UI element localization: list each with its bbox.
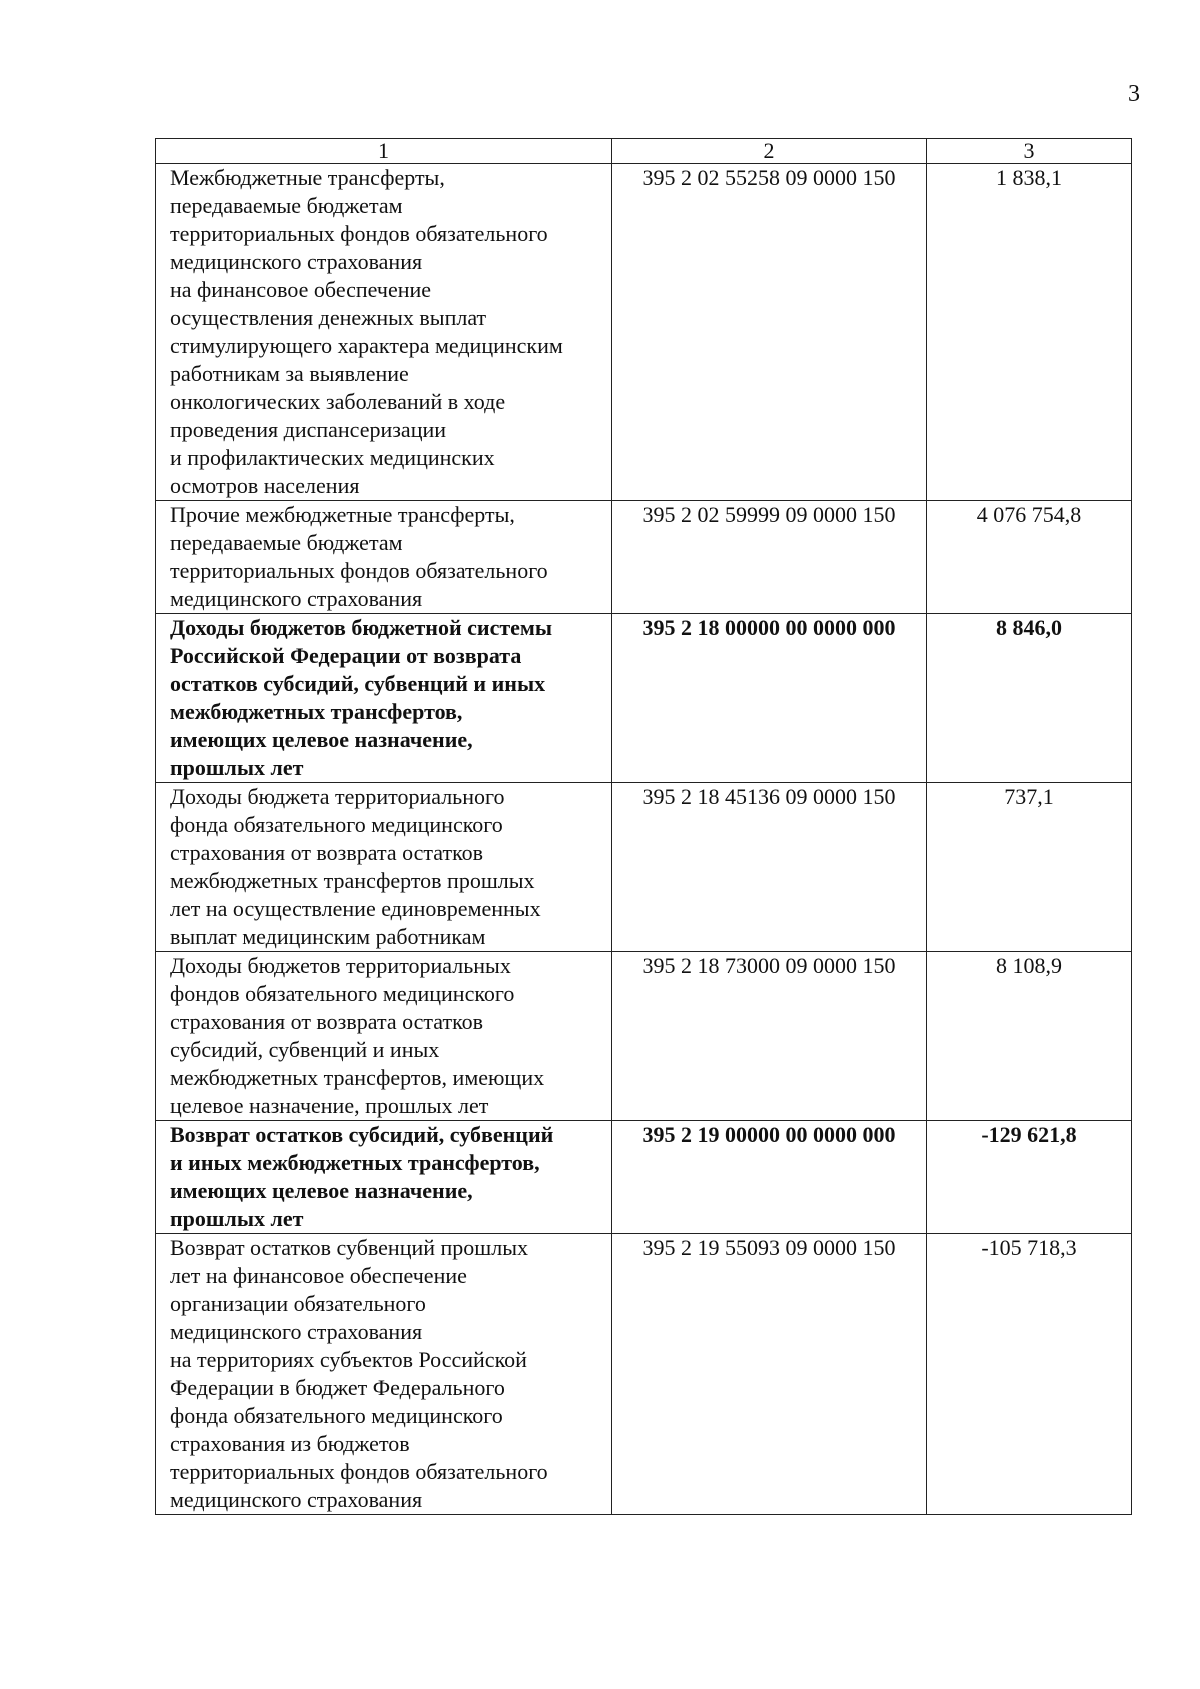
description-text: Возврат остатков субвенций прошлых лет на финансовое обеспечение организации обязательного медицинского страхования на территориях субъектов Российской Федерации в бюджет Федерального фонда обязательного медицинского страхования из бюджетов территориальных фондов обязательного медицинского страхования (170, 1235, 548, 1512)
table-row (156, 1234, 1132, 1515)
row-amount: -129 621,8 (927, 1121, 1132, 1234)
column-header-1: 1 (156, 139, 612, 164)
column-header-2: 2 (612, 139, 927, 164)
row-amount: 8 846,0 (927, 614, 1132, 783)
row-amount: 737,1 (927, 783, 1132, 952)
row-code: 395 2 18 73000 09 0000 150 (612, 952, 927, 1121)
row-code: 395 2 19 55093 09 0000 150 (612, 1234, 927, 1515)
row-code: 395 2 18 00000 00 0000 000 (612, 614, 927, 783)
row-code: 395 2 19 00000 00 0000 000 (612, 1121, 927, 1234)
row-amount: 1 838,1 (927, 164, 1132, 501)
table-row (156, 783, 1132, 952)
table-header-row (156, 139, 1132, 164)
row-description (156, 783, 612, 952)
description-text: Доходы бюджетов территориальных фондов обязательного медицинского страхования от возврата остатков субсидий, субвенций и иных межбюджетных трансфертов, имеющих целевое назначение, прошлых лет (170, 953, 545, 1118)
row-code: 395 2 02 55258 09 0000 150 (612, 164, 927, 501)
table-row-bold (156, 614, 1132, 783)
row-description (156, 614, 612, 783)
description-text: Прочие межбюджетные трансферты, передаваемые бюджетам территориальных фондов обязательного медицинского страхования (170, 502, 548, 611)
row-amount: 8 108,9 (927, 952, 1132, 1121)
row-description (156, 501, 612, 614)
column-header-3: 3 (927, 139, 1132, 164)
table-row (156, 952, 1132, 1121)
description-text: Межбюджетные трансферты, передаваемые бюджетам территориальных фондов обязательного медицинского страхования на финансовое обеспечение осуществления денежных выплат стимулирующего характера медицинским работникам за выявление онкологических заболеваний в ходе проведения диспансеризации и профилактических медицинских осмотров населения (170, 165, 563, 498)
description-text: Доходы бюджетов бюджетной системы Российской Федерации от возврата остатков субсидий, субвенций и иных межбюджетных трансфертов, имеющих целевое назначение, прошлых лет (170, 615, 553, 780)
description-text: Доходы бюджета территориального фонда обязательного медицинского страхования от возврата остатков межбюджетных трансфертов прошлых лет на осуществление единовременных выплат медицинским работникам (170, 784, 541, 949)
budget-table (155, 138, 1132, 1515)
row-description (156, 1121, 612, 1234)
row-code: 395 2 02 59999 09 0000 150 (612, 501, 927, 614)
row-amount: -105 718,3 (927, 1234, 1132, 1515)
page-number: 3 (1128, 81, 1140, 107)
row-description (156, 952, 612, 1121)
row-code: 395 2 18 45136 09 0000 150 (612, 783, 927, 952)
row-description (156, 164, 612, 501)
row-description (156, 1234, 612, 1515)
description-text: Возврат остатков субсидий, субвенций и иных межбюджетных трансфертов, имеющих целевое назначение, прошлых лет (170, 1122, 554, 1231)
table-row-bold (156, 1121, 1132, 1234)
table-row (156, 164, 1132, 501)
row-amount: 4 076 754,8 (927, 501, 1132, 614)
table-row (156, 501, 1132, 614)
